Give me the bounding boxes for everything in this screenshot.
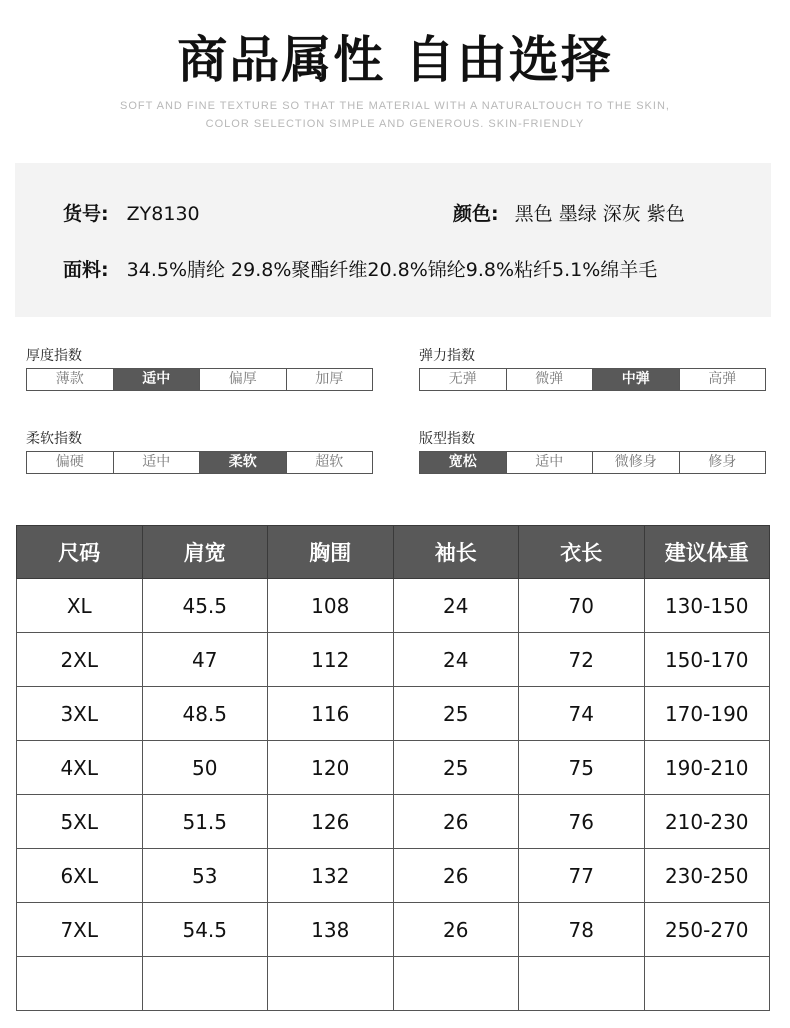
table-cell: 116 <box>268 687 394 741</box>
scale-option: 微修身 <box>592 452 679 473</box>
table-header-cell: 肩宽 <box>142 526 268 579</box>
table-cell: 230-250 <box>644 849 770 903</box>
scale-option: 中弹 <box>592 369 679 390</box>
table-cell: 76 <box>519 795 645 849</box>
fabric-value: 34.5%腈纶 29.8%聚酯纤维20.8%锦纶9.8%粘纤5.1%绵羊毛 <box>126 259 658 281</box>
scale-option: 适中 <box>113 369 200 390</box>
table-cell: 5XL <box>17 795 143 849</box>
table-cell: 72 <box>519 633 645 687</box>
table-cell: 210-230 <box>644 795 770 849</box>
scale-bar <box>26 368 373 391</box>
table-cell: 26 <box>393 849 519 903</box>
table-row <box>17 795 770 849</box>
table-row <box>17 903 770 957</box>
scale-bar <box>419 451 766 474</box>
table-cell <box>17 957 143 1011</box>
scale-title: 弹力指数 <box>419 348 475 364</box>
table-body <box>17 579 770 1011</box>
scale-thickness <box>26 346 373 391</box>
table-row <box>17 687 770 741</box>
size-chart-table <box>16 525 770 1011</box>
table-cell: 24 <box>393 633 519 687</box>
table-row <box>17 741 770 795</box>
scale-option: 适中 <box>506 452 593 473</box>
page-subtitle <box>0 97 790 133</box>
fabric-label: 面料: <box>63 259 109 281</box>
scale-option: 宽松 <box>420 452 506 473</box>
scale-option: 无弹 <box>448 371 477 387</box>
table-header-cell: 胸围 <box>268 526 394 579</box>
table-cell: 132 <box>268 849 394 903</box>
scale-bar <box>419 368 766 391</box>
scale-title: 厚度指数 <box>26 348 82 364</box>
table-cell: 26 <box>393 795 519 849</box>
table-cell: 51.5 <box>142 795 268 849</box>
table-cell: 3XL <box>17 687 143 741</box>
color-label: 颜色: <box>453 203 499 225</box>
table-row <box>17 957 770 1011</box>
scale-option: 修身 <box>679 452 766 473</box>
table-cell <box>393 957 519 1011</box>
scale-option: 加厚 <box>286 369 373 390</box>
fabric-info <box>63 255 657 282</box>
subtitle-line-1: SOFT AND FINE TEXTURE SO THAT THE MATERIAL WITH A NATURALTOUCH TO THE SKIN, <box>120 100 670 112</box>
scale-softness <box>26 429 373 474</box>
table-cell: 7XL <box>17 903 143 957</box>
table-cell: 6XL <box>17 849 143 903</box>
table-row <box>17 849 770 903</box>
scale-bar <box>26 451 373 474</box>
scale-option: 柔软 <box>199 452 286 473</box>
table-cell: 2XL <box>17 633 143 687</box>
table-cell: 190-210 <box>644 741 770 795</box>
table-cell: 24 <box>393 579 519 633</box>
table-cell: 53 <box>142 849 268 903</box>
table-cell: 77 <box>519 849 645 903</box>
scale-option: 偏硬 <box>55 454 84 470</box>
scale-option: 薄款 <box>55 371 84 387</box>
product-info-panel <box>15 163 771 317</box>
table-cell <box>142 957 268 1011</box>
table-header-cell: 建议体重 <box>644 526 770 579</box>
scale-fit <box>419 429 766 474</box>
item-number <box>63 199 200 226</box>
table-cell: 47 <box>142 633 268 687</box>
item-number-value: ZY8130 <box>126 203 200 225</box>
scale-title: 柔软指数 <box>26 431 82 447</box>
table-header-cell: 衣长 <box>519 526 645 579</box>
table-cell: 4XL <box>17 741 143 795</box>
item-number-label: 货号: <box>63 203 109 225</box>
table-cell: 26 <box>393 903 519 957</box>
page-title: 商品属性 自由选择 <box>177 31 613 89</box>
table-cell: 130-150 <box>644 579 770 633</box>
scale-option: 适中 <box>113 452 200 473</box>
table-cell: 25 <box>393 687 519 741</box>
table-cell: 48.5 <box>142 687 268 741</box>
table-header-cell: 袖长 <box>393 526 519 579</box>
scale-option: 高弹 <box>679 369 766 390</box>
scale-option: 微弹 <box>506 369 593 390</box>
scale-elasticity <box>419 346 766 391</box>
table-cell: 170-190 <box>644 687 770 741</box>
table-cell: 70 <box>519 579 645 633</box>
table-cell: 25 <box>393 741 519 795</box>
table-row <box>17 579 770 633</box>
table-cell: 150-170 <box>644 633 770 687</box>
subtitle-line-2: COLOR SELECTION SIMPLE AND GENEROUS. SKIN-FRIENDLY <box>205 118 585 130</box>
table-cell: 45.5 <box>142 579 268 633</box>
scale-option: 超软 <box>286 452 373 473</box>
scale-title: 版型指数 <box>419 431 475 447</box>
table-cell <box>268 957 394 1011</box>
table-cell: 250-270 <box>644 903 770 957</box>
table-cell: 75 <box>519 741 645 795</box>
table-cell: 126 <box>268 795 394 849</box>
table-cell: 120 <box>268 741 394 795</box>
table-cell: 108 <box>268 579 394 633</box>
color-value: 黑色 墨绿 深灰 紫色 <box>514 203 685 225</box>
table-cell: 50 <box>142 741 268 795</box>
table-cell <box>519 957 645 1011</box>
table-cell: XL <box>17 579 143 633</box>
table-cell: 78 <box>519 903 645 957</box>
table-cell: 112 <box>268 633 394 687</box>
table-cell: 54.5 <box>142 903 268 957</box>
scale-option: 偏厚 <box>199 369 286 390</box>
table-cell <box>644 957 770 1011</box>
table-row <box>17 633 770 687</box>
table-header-row <box>17 526 770 579</box>
table-cell: 138 <box>268 903 394 957</box>
color-info <box>453 199 685 226</box>
table-cell: 74 <box>519 687 645 741</box>
table-header-cell: 尺码 <box>17 526 143 579</box>
